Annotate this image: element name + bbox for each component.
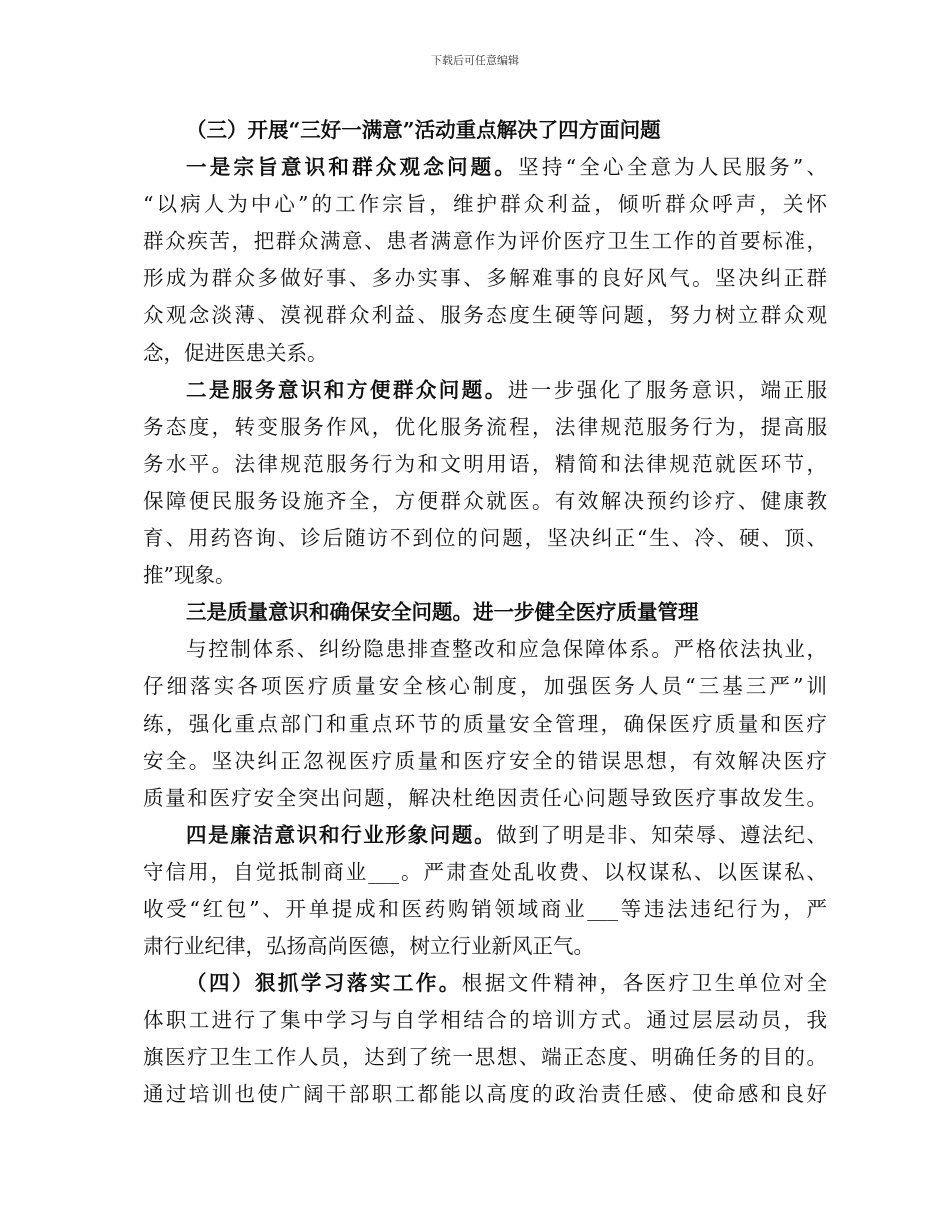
bold-text-run: （四）狠抓学习落实工作。	[186, 971, 462, 996]
bold-text-run: 三是质量意识和确保安全问题。进一步健全医疗质量管理	[186, 600, 699, 625]
text-line	[143, 1039, 827, 1076]
document-body	[143, 112, 827, 1114]
text-run: 形成为群众多做好事、多办实事、多解难事的良好风气。坚决纠正群	[143, 266, 827, 291]
text-line	[143, 780, 827, 817]
text-run: 与控制体系、纠纷隐患排查整改和应急保障体系。严格依法执业，	[186, 637, 827, 662]
text-line	[143, 1076, 827, 1113]
text-run: 念，促进医患关系。	[143, 340, 328, 365]
text-line	[143, 706, 827, 743]
text-line	[143, 297, 827, 334]
text-run: 进一步强化了服务意识，端正服	[507, 377, 827, 402]
text-line	[143, 223, 827, 260]
text-run: 务水平。法律规范服务行为和文明用语，精简和法律规范就医环节，	[143, 451, 827, 476]
text-line	[143, 372, 827, 409]
text-line	[143, 446, 827, 483]
text-run: 收受“红包”、开单提成和医药购销领域商业___等违法违纪行为，严	[143, 896, 827, 921]
text-run: 育、用药咨询、诊后随访不到位的问题，坚决纠正“生、冷、硬、顶、	[143, 526, 827, 551]
text-line	[143, 594, 827, 631]
bold-text-run: 四是廉洁意识和行业形象问题。	[186, 822, 497, 847]
text-line	[143, 112, 827, 149]
text-line	[143, 817, 827, 854]
text-run: 务态度，转变服务作风，优化服务流程，法律规范服务行为，提高服	[143, 414, 827, 439]
text-line	[143, 409, 827, 446]
text-run: 根据文件精神，各医疗卫生单位对全	[461, 971, 827, 996]
text-run: 做到了明是非、知荣辱、遵法纪、	[496, 822, 827, 847]
text-line	[143, 1002, 827, 1039]
text-run: 守信用，自觉抵制商业___。严肃查处乱收费、以权谋私、以医谋私、	[143, 859, 827, 884]
text-run: 仔细落实各项医疗质量安全核心制度，加强医务人员“三基三严”训	[143, 674, 827, 699]
text-run: 保障便民服务设施齐全，方便群众就医。有效解决预约诊疗、健康教	[143, 488, 827, 513]
text-run: 安全。坚决纠正忽视医疗质量和医疗安全的错误思想，有效解决医疗	[143, 748, 827, 773]
text-line	[143, 557, 827, 594]
text-run: 旗医疗卫生工作人员，达到了统一思想、端正态度、明确任务的目的。	[143, 1045, 827, 1070]
text-line	[143, 631, 827, 668]
text-line	[143, 965, 827, 1002]
text-line	[143, 520, 827, 557]
text-run: 质量和医疗安全突出问题，解决杜绝因责任心问题导致医疗事故发生。	[143, 785, 827, 810]
text-run: 推”现象。	[143, 563, 236, 588]
text-run: 通过培训也使广阔干部职工都能以高度的政治责任感、使命感和良好	[143, 1082, 827, 1107]
text-run: 坚持“全心全意为人民服务”、	[518, 155, 827, 180]
text-line	[143, 335, 827, 372]
text-line	[143, 743, 827, 780]
text-run: 肃行业纪律，弘扬高尚医德，树立行业新风正气。	[143, 934, 594, 959]
text-run: 练，强化重点部门和重点环节的质量安全管理，确保医疗质量和医疗	[143, 711, 827, 736]
text-line	[143, 149, 827, 186]
text-line	[143, 483, 827, 520]
text-line	[143, 260, 827, 297]
text-line	[143, 891, 827, 928]
text-line	[143, 668, 827, 705]
text-run: 体职工进行了集中学习与自学相结合的培训方式。通过层层动员，我	[143, 1008, 827, 1033]
text-line	[143, 854, 827, 891]
bold-text-run: （三）开展“三好一满意”活动重点解决了四方面问题	[186, 118, 661, 142]
text-line	[143, 928, 827, 965]
text-line	[143, 186, 827, 223]
bold-text-run: 二是服务意识和方便群众问题。	[186, 377, 508, 402]
bold-text-run: 一是宗旨意识和群众观念问题。	[186, 155, 519, 180]
text-run: “以病人为中心”的工作宗旨，维护群众利益，倾听群众呼声，关怀	[143, 192, 827, 217]
text-run: 群众疾苦，把群众满意、患者满意作为评价医疗卫生工作的首要标准，	[143, 229, 827, 254]
text-run: 众观念淡薄、漠视群众利益、服务态度生硬等问题，努力树立群众观	[143, 303, 827, 328]
page-header-note: 下载后可任意编辑	[431, 54, 519, 67]
